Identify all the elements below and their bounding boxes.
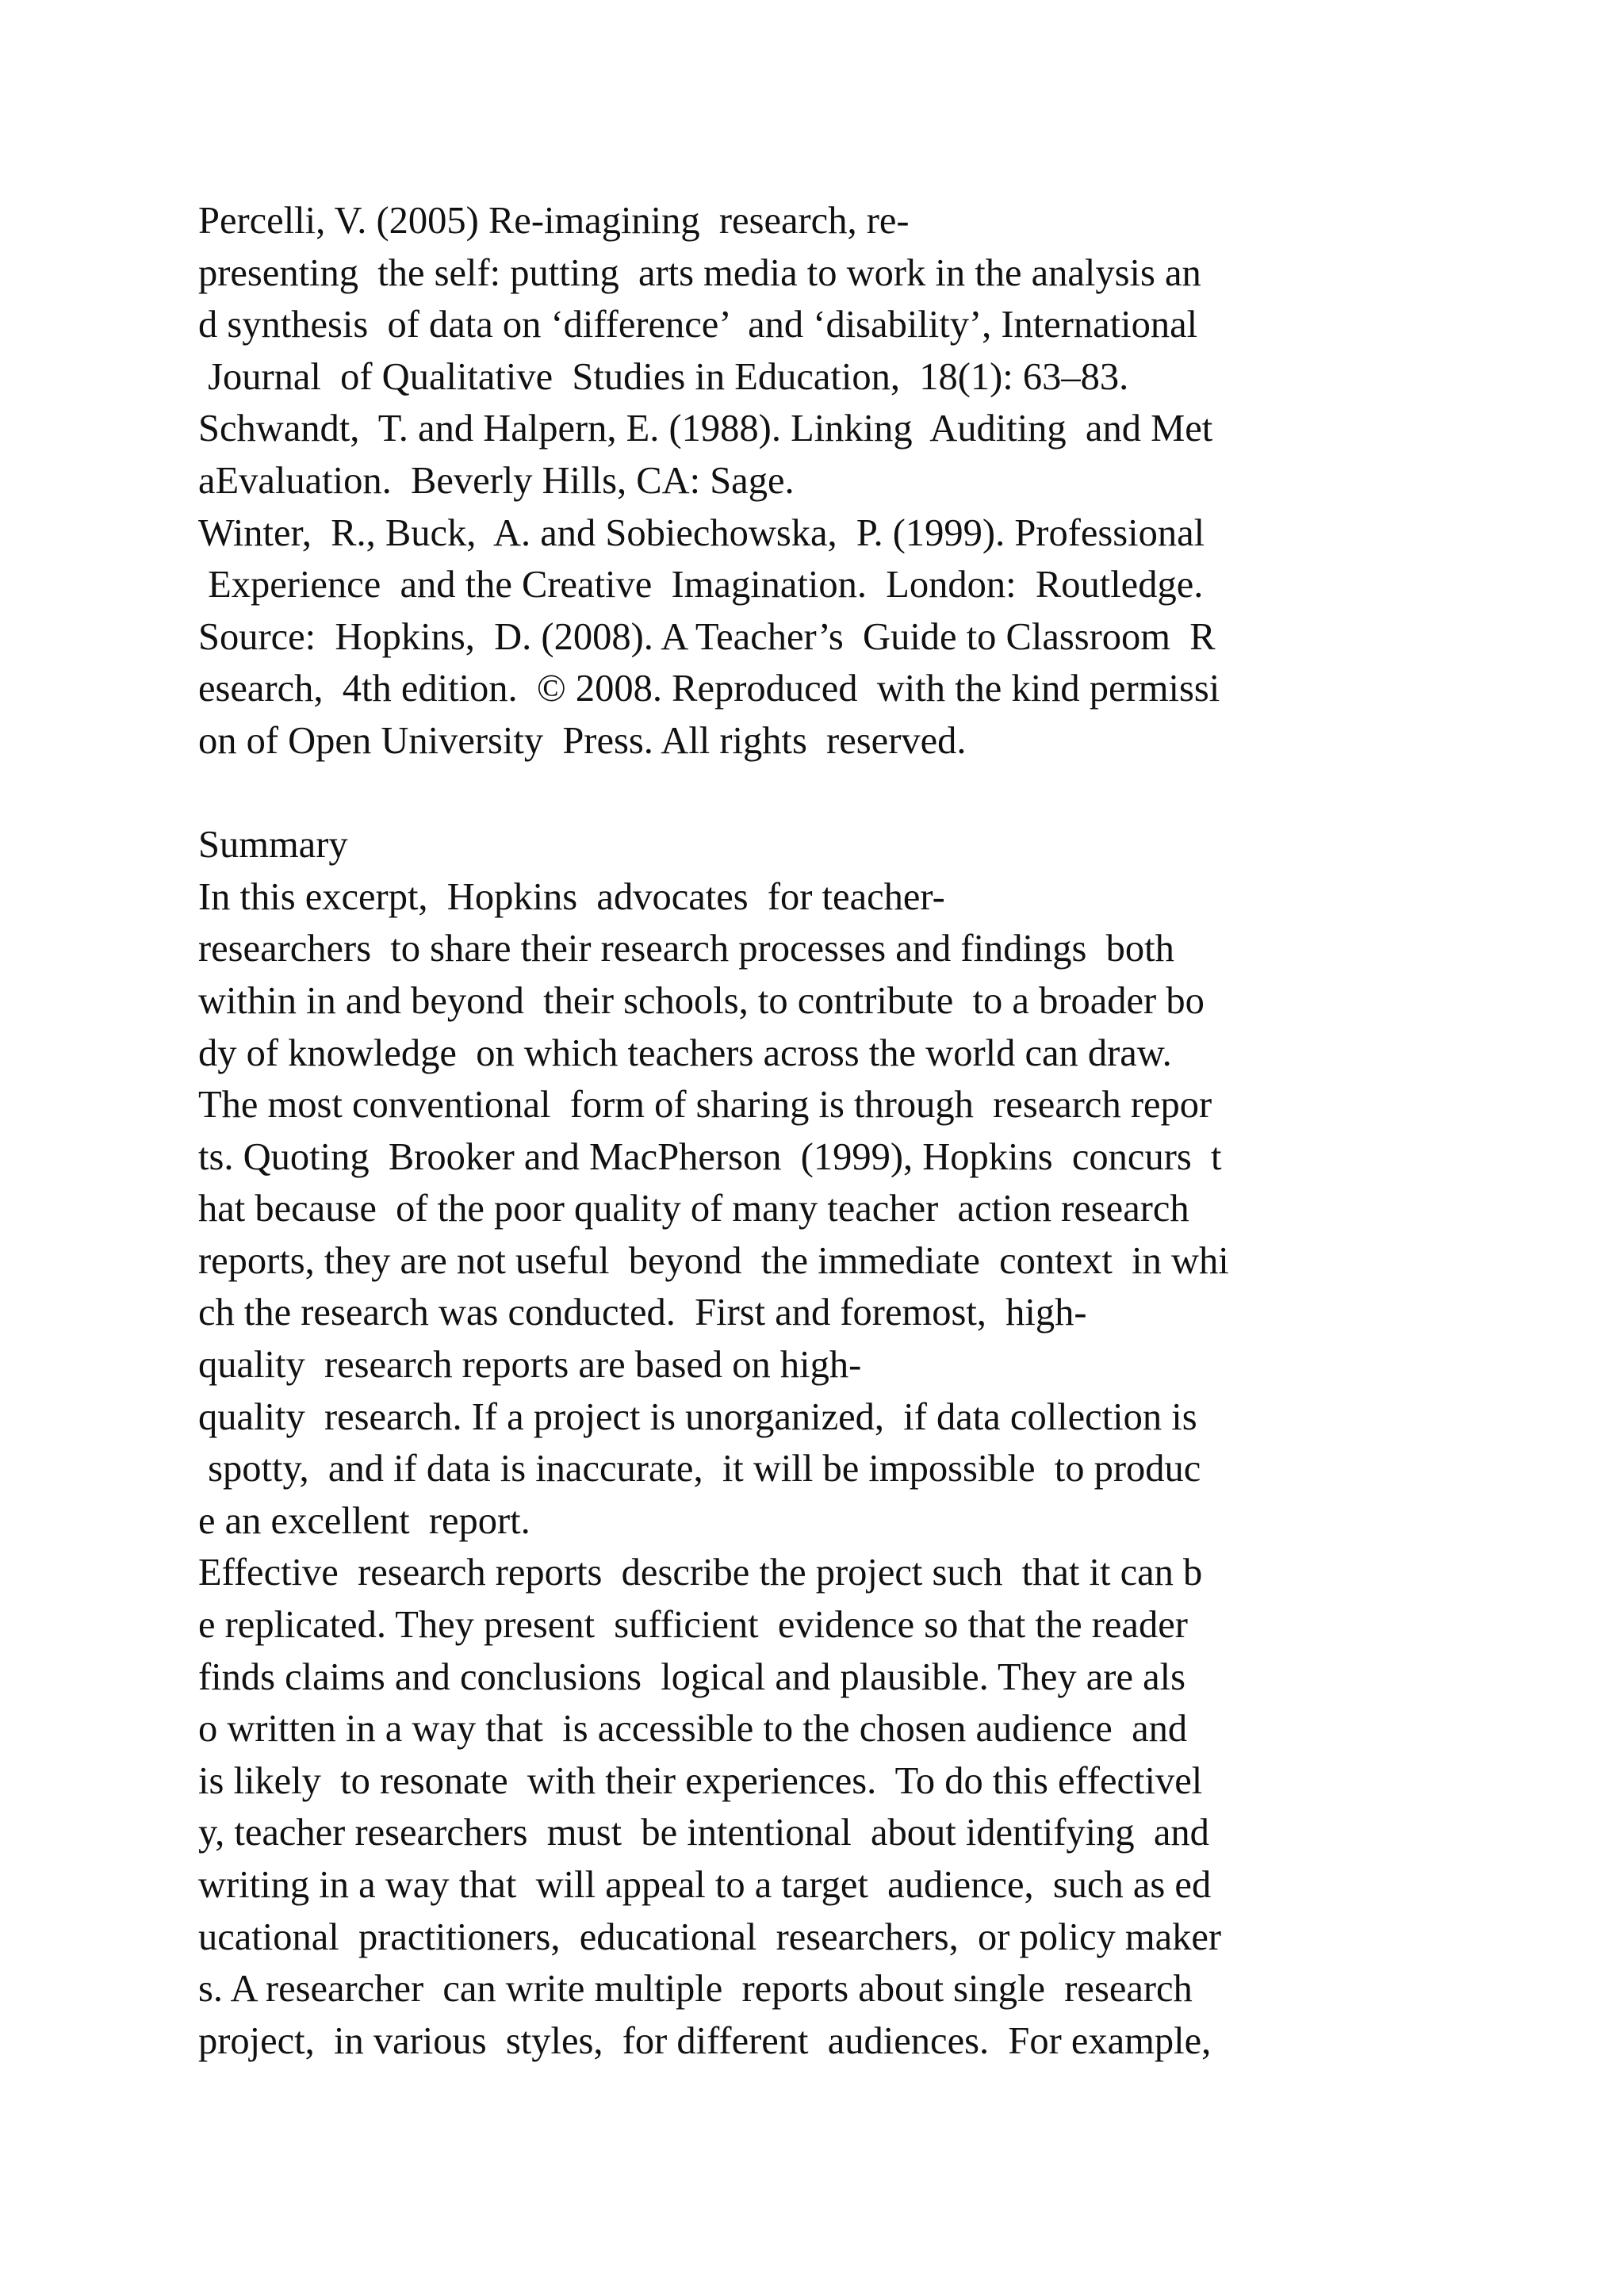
reference-line: Journal of Qualitative Studies in Education, 18(1): 63–83.: [198, 355, 1129, 398]
summary-line: researchers to share their research processes and findings both: [198, 928, 1174, 970]
reference-line: Winter, R., Buck, A. and Sobiechowska, P. (1999). Professional: [198, 511, 1205, 554]
summary-line: spotty, and if data is inaccurate, it will be impossible to produc: [198, 1448, 1201, 1490]
summary-line: within in and beyond their schools, to contribute to a broader bo: [198, 979, 1205, 1022]
reference-line: Schwandt, T. and Halpern, E. (1988). Linking Auditing and Met: [198, 408, 1213, 450]
summary-line: o written in a way that is accessible to the chosen audience and: [198, 1708, 1188, 1751]
reference-line: Experience and the Creative Imagination. London: Routledge.: [198, 564, 1204, 607]
summary-line: ts. Quoting Brooker and MacPherson (1999), Hopkins concurs t: [198, 1135, 1222, 1178]
references-section: [198, 195, 1435, 767]
reference-line: Percelli, V. (2005) Re-imagining research, re-: [198, 200, 910, 242]
summary-section: [198, 819, 1435, 2067]
summary-line: s. A researcher can write multiple reports about single research: [198, 1968, 1193, 2011]
summary-line: Effective research reports describe the project such that it can b: [198, 1552, 1203, 1594]
summary-line: is likely to resonate with their experiences. To do this effectivel: [198, 1759, 1203, 1802]
summary-line: reports, they are not useful beyond the immediate context in whi: [198, 1239, 1229, 1282]
summary-line: quality research. If a project is unorganized, if data collection is: [198, 1395, 1197, 1438]
summary-heading: Summary: [198, 824, 348, 867]
summary-line: In this excerpt, Hopkins advocates for teacher-: [198, 875, 945, 918]
summary-line: y, teacher researchers must be intentional about identifying and: [198, 1812, 1209, 1854]
summary-line: e an excellent report.: [198, 1499, 530, 1542]
source-line: esearch, 4th edition. © 2008. Reproduced with the kind permissi: [198, 668, 1220, 710]
document-body: [198, 195, 1435, 2067]
source-line: Source: Hopkins, D. (2008). A Teacher’s Guide to Classroom R: [198, 615, 1216, 658]
summary-line: ch the research was conducted. First and foremost, high-: [198, 1292, 1087, 1334]
source-line: on of Open University Press. All rights reserved.: [198, 719, 967, 762]
summary-line: quality research reports are based on high-: [198, 1344, 862, 1387]
summary-line: e replicated. They present sufficient evidence so that the reader: [198, 1604, 1188, 1647]
reference-line: d synthesis of data on ‘difference’ and ‘disability’, International: [198, 304, 1198, 346]
summary-line: The most conventional form of sharing is through research repor: [198, 1084, 1212, 1127]
summary-line: dy of knowledge on which teachers across the world can draw.: [198, 1031, 1172, 1074]
paragraph-spacer: [198, 767, 1435, 820]
reference-line: presenting the self: putting arts media to work in the analysis an: [198, 251, 1201, 294]
summary-line: finds claims and conclusions logical and plausible. They are als: [198, 1655, 1185, 1698]
summary-line: writing in a way that will appeal to a target audience, such as ed: [198, 1864, 1212, 1906]
summary-line: ucational practitioners, educational researchers, or policy maker: [198, 1915, 1222, 1958]
summary-line: project, in various styles, for different audiences. For example,: [198, 2019, 1212, 2062]
summary-line: hat because of the poor quality of many teacher action research: [198, 1188, 1189, 1230]
reference-line: aEvaluation. Beverly Hills, CA: Sage.: [198, 459, 795, 502]
